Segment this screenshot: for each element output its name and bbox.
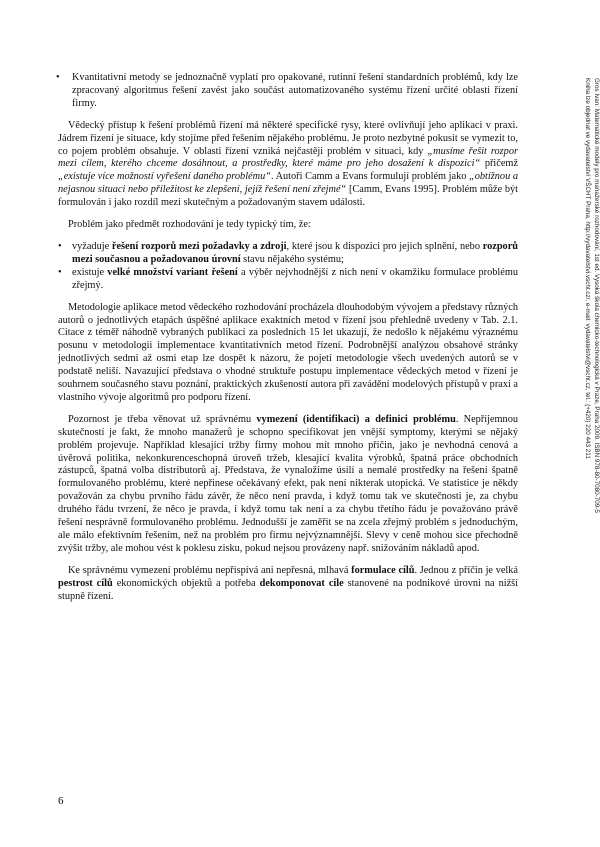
paragraph-problem-typical: Problém jako předmět rozhodování je tedy typický tím, že: (68, 219, 311, 231)
main-text (58, 72, 518, 613)
bullet-list-1 (58, 72, 518, 111)
page-number: 6 (58, 795, 64, 807)
order-info-line: Kniha lze objednat ve vydavatelství VŠCHT Praha, http://vydavatelstvi.vscht.cz/, e-mail: vydavatelstvi@vscht.cz, tel.: (+420) 220 443 211 (584, 78, 592, 459)
paragraph-goals: Ke správnému vymezení problému nepřispívá ani nepřesná, mlhavá formulace cílů. Jednou z příčin je velká pestrost cílů ekonomických objektů a potřeba dekomponovat cíle stanovené na podnikové úrovni na nižší stupně řízení. (58, 564, 519, 602)
bullet-item: • Kvantitativní metody se jednoznačně vyplatí pro opakované, rutinní řešení standardních problémů, kdy lze zpracovaný algoritmus řešení zavést jako součást automatizovaného systému řízení určité oblasti řízení firmy. (58, 72, 518, 111)
paragraph-problem-definition: Vědecký přístup k řešení problémů řízení má některé specifické rysy, které ovlivňují jeho aplikaci v praxi. Jádrem řízení je situace, kdy stojíme před řešením nějakého problému. Je proto nezbytné pokusit se vymezit to, co pojem problém obsahuje. V oblasti řízení vzniká nejčastěji problém v situaci, kdy „musíme řešit rozpor mezi cílem, kterého chceme dosáhnout, a prostředky, které máme pro jeho dosažení k dispozici“ přičemž „existuje více možností vyřešení daného problému“. Autoři Camm a Evans formulují problém jako „obtížnou a nejasnou situaci nebo příležitost ke zlepšení, jejíž řešení není zřejmé“ [Camm, Evans 1995]. Problém může být formulován i jako rozdíl mezi skutečným a požadovaným stavem události. (58, 119, 519, 209)
citation-line: Gros Ivan: Matematické modely pro manažerské rozhodování, 1st ed. Vysoká škola chemicko-technologická v Praze, Praha 2009. ISBN 978-80-7080-709-5 (593, 78, 600, 513)
bullet-item: • existuje velké množství variant řešení a výběr nejvhodnější z nich není v okamžiku formulace problému zřejmý. (58, 267, 518, 293)
paragraph-methodology: Metodologie aplikace metod vědeckého rozhodování procházela dlouhodobým vývojem a představy různých autorů o jednotlivých etapách úspěšné aplikace exaktních metod v řízení jsou přehledně uvedeny v Tab. 2.1. Citace z téměř náhodně vybraných publikací za posledních 15 let ukazují, že nedošlo k nějakému výraznému posunu v metodologii implementace kvantitativních metod řízení. Podrobnější analýzou obsahové stránky jednotlivých sedmi až osmi etap lze dospět k názoru, že pojetí metodologie všech uvedených autorů se v podstatě neliší. Navazující představa o vhodné struktuře postupu implementace vědeckých metod v řízení je souhrnem současného stavu poznání, praktických zkušeností autora při zavádění modelových přístupů v praxi a vlastního vývoje algoritmů pro podporu řízení. (58, 301, 518, 403)
bullet-item: • vyžaduje řešení rozporů mezi požadavky a zdroji, které jsou k dispozici pro jejich splnění, nebo rozporů mezi současnou a požadovanou úrovní stavu nějakého systému; (58, 241, 518, 267)
margin-citation (566, 78, 600, 568)
paragraph-identification: Pozornost je třeba věnovat už správnému vymezení (identifikaci) a definici problému. Nepříjemnou skutečností je fakt, že mnoho manažerů je schopno specifikovat jen vnější symptomy, kterými se nějaký problém projevuje. Například klesající tržby firmy mohou mít mnoho příčin, jako je nevhodná cenová a úvěrová politika, nekonkurenceschopná úroveň tržeb, klesající kvalita výrobků, špatná práce obchodních zástupců, špatná volba distributorů aj. Představa, že vynaložíme úsilí a nemalé prostředky na řešení špatně formulovaného problému, které nepřinese očekávaný efekt, pak není nikterak utopická. Ve statistice je někdy považován za chybu prvního řádu závěr, že něco není pravda, i když tomu tak ve skutečnosti je, za chybu druhého řádu tvrzení, že něco je pravda, i když tomu tak není a za chybu třetího řádu je považováno právě řešení nesprávně formulovaného problému. Jednodušší je zaměřit se na zcela zřejmý problém s jednoduchým, ale málo efektivním řešením, než na problém pro firmu nejvýznamnější. Slevy v ceně mohou sice přechodně zvýšit tržby, ale mohou vést k poklesu zisku, pokud nejsou provázeny např. snižováním nákladů apod. (58, 413, 518, 554)
bullet-list-2 (58, 241, 518, 293)
